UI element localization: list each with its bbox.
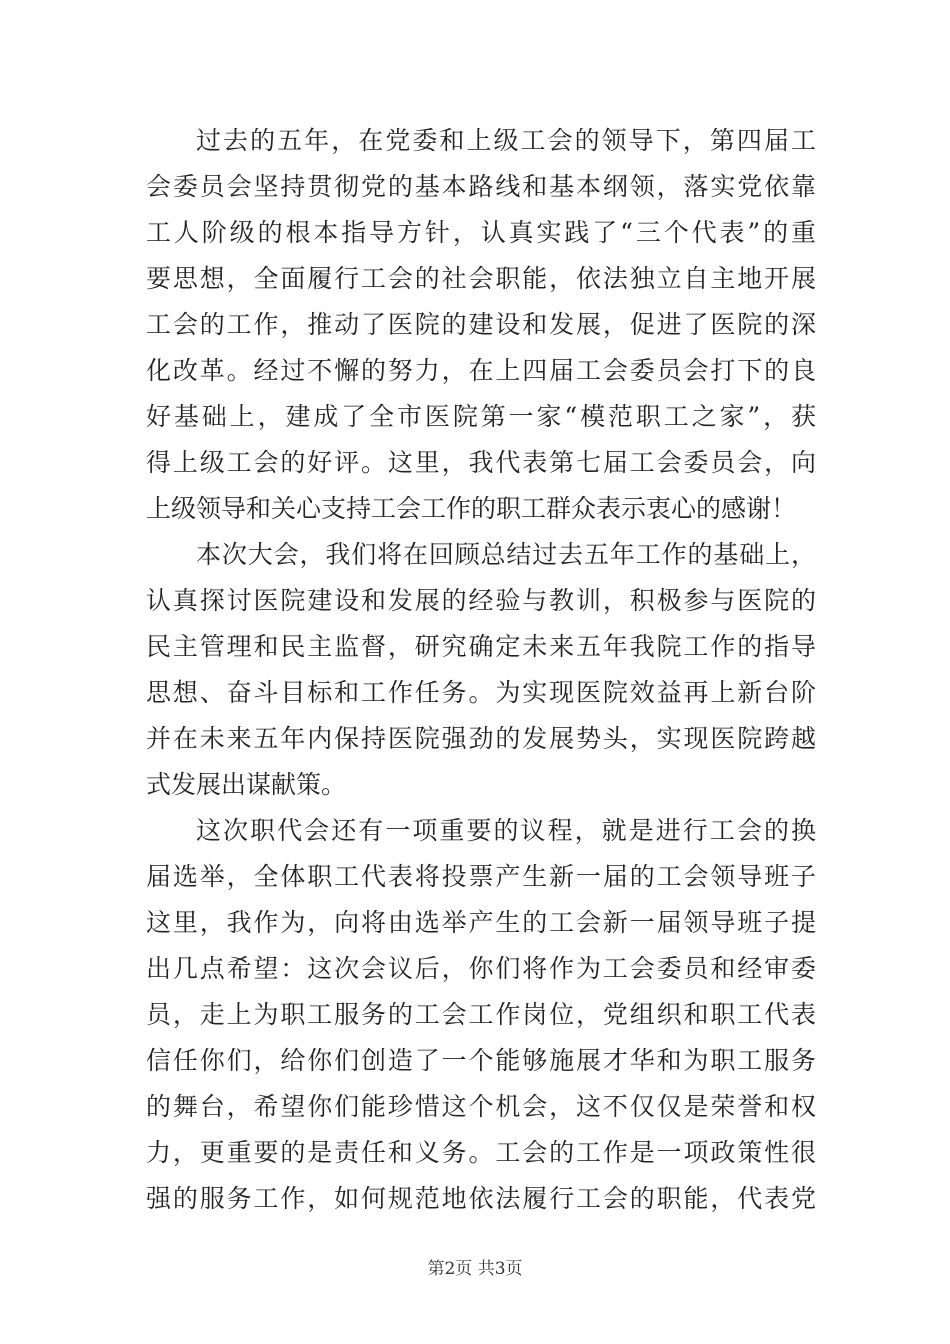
text-line: 会委员会坚持贯彻党的基本路线和基本纲领，落实党依靠 xyxy=(146,172,816,201)
text-line: 得上级工会的好评。这里，我代表第七届工会委员会，向 xyxy=(146,448,816,477)
text-line: 认真探讨医院建设和发展的经验与教训，积极参与医院的 xyxy=(146,586,816,615)
text-line: 上级领导和关心支持工会工作的职工群众表示衷心的感谢！ xyxy=(146,494,797,523)
text-line: 本次大会，我们将在回顾总结过去五年工作的基础上， xyxy=(196,540,816,569)
text-line: 届选举，全体职工代表将投票产生新一届的工会领导班子 xyxy=(146,862,816,891)
text-line: 化改革。经过不懈的努力，在上四届工会委员会打下的良 xyxy=(146,356,816,385)
paragraph-2 xyxy=(146,532,816,808)
text-line: 员，走上为职工服务的工会工作岗位，党组织和职工代表 xyxy=(146,1000,816,1029)
document-body xyxy=(146,118,816,1222)
text-line: 过去的五年，在党委和上级工会的领导下，第四届工 xyxy=(196,126,816,155)
text-line: 的舞台，希望你们能珍惜这个机会，这不仅仅是荣誉和权 xyxy=(146,1092,816,1121)
paragraph-3 xyxy=(146,808,816,1222)
text-line: 并在未来五年内保持医院强劲的发展势头，实现医院跨越 xyxy=(146,724,816,753)
text-line: 力，更重要的是责任和义务。工会的工作是一项政策性很 xyxy=(146,1138,816,1167)
page-number-footer: 第2页 共3页 xyxy=(427,1259,523,1279)
text-line: 要思想，全面履行工会的社会职能，依法独立自主地开展 xyxy=(146,264,816,293)
text-line: 这次职代会还有一项重要的议程，就是进行工会的换 xyxy=(196,816,816,845)
text-line: 式发展出谋献策。 xyxy=(146,770,347,799)
text-line: 这里，我作为，向将由选举产生的工会新一届领导班子提 xyxy=(146,908,816,937)
text-line: 出几点希望：这次会议后，你们将作为工会委员和经审委 xyxy=(146,954,816,983)
text-line: 工人阶级的根本指导方针，认真实践了“三个代表”的重 xyxy=(146,218,816,247)
paragraph-1 xyxy=(146,118,816,532)
text-line: 工会的工作，推动了医院的建设和发展，促进了医院的深 xyxy=(146,310,816,339)
text-line: 信任你们，给你们创造了一个能够施展才华和为职工服务 xyxy=(146,1046,816,1075)
text-line: 思想、奋斗目标和工作任务。为实现医院效益再上新台阶 xyxy=(146,678,816,707)
text-line: 民主管理和民主监督，研究确定未来五年我院工作的指导 xyxy=(146,632,816,661)
text-line: 好基础上，建成了全市医院第一家“模范职工之家”，获 xyxy=(146,402,816,431)
text-line: 强的服务工作，如何规范地依法履行工会的职能，代表党 xyxy=(146,1184,816,1213)
